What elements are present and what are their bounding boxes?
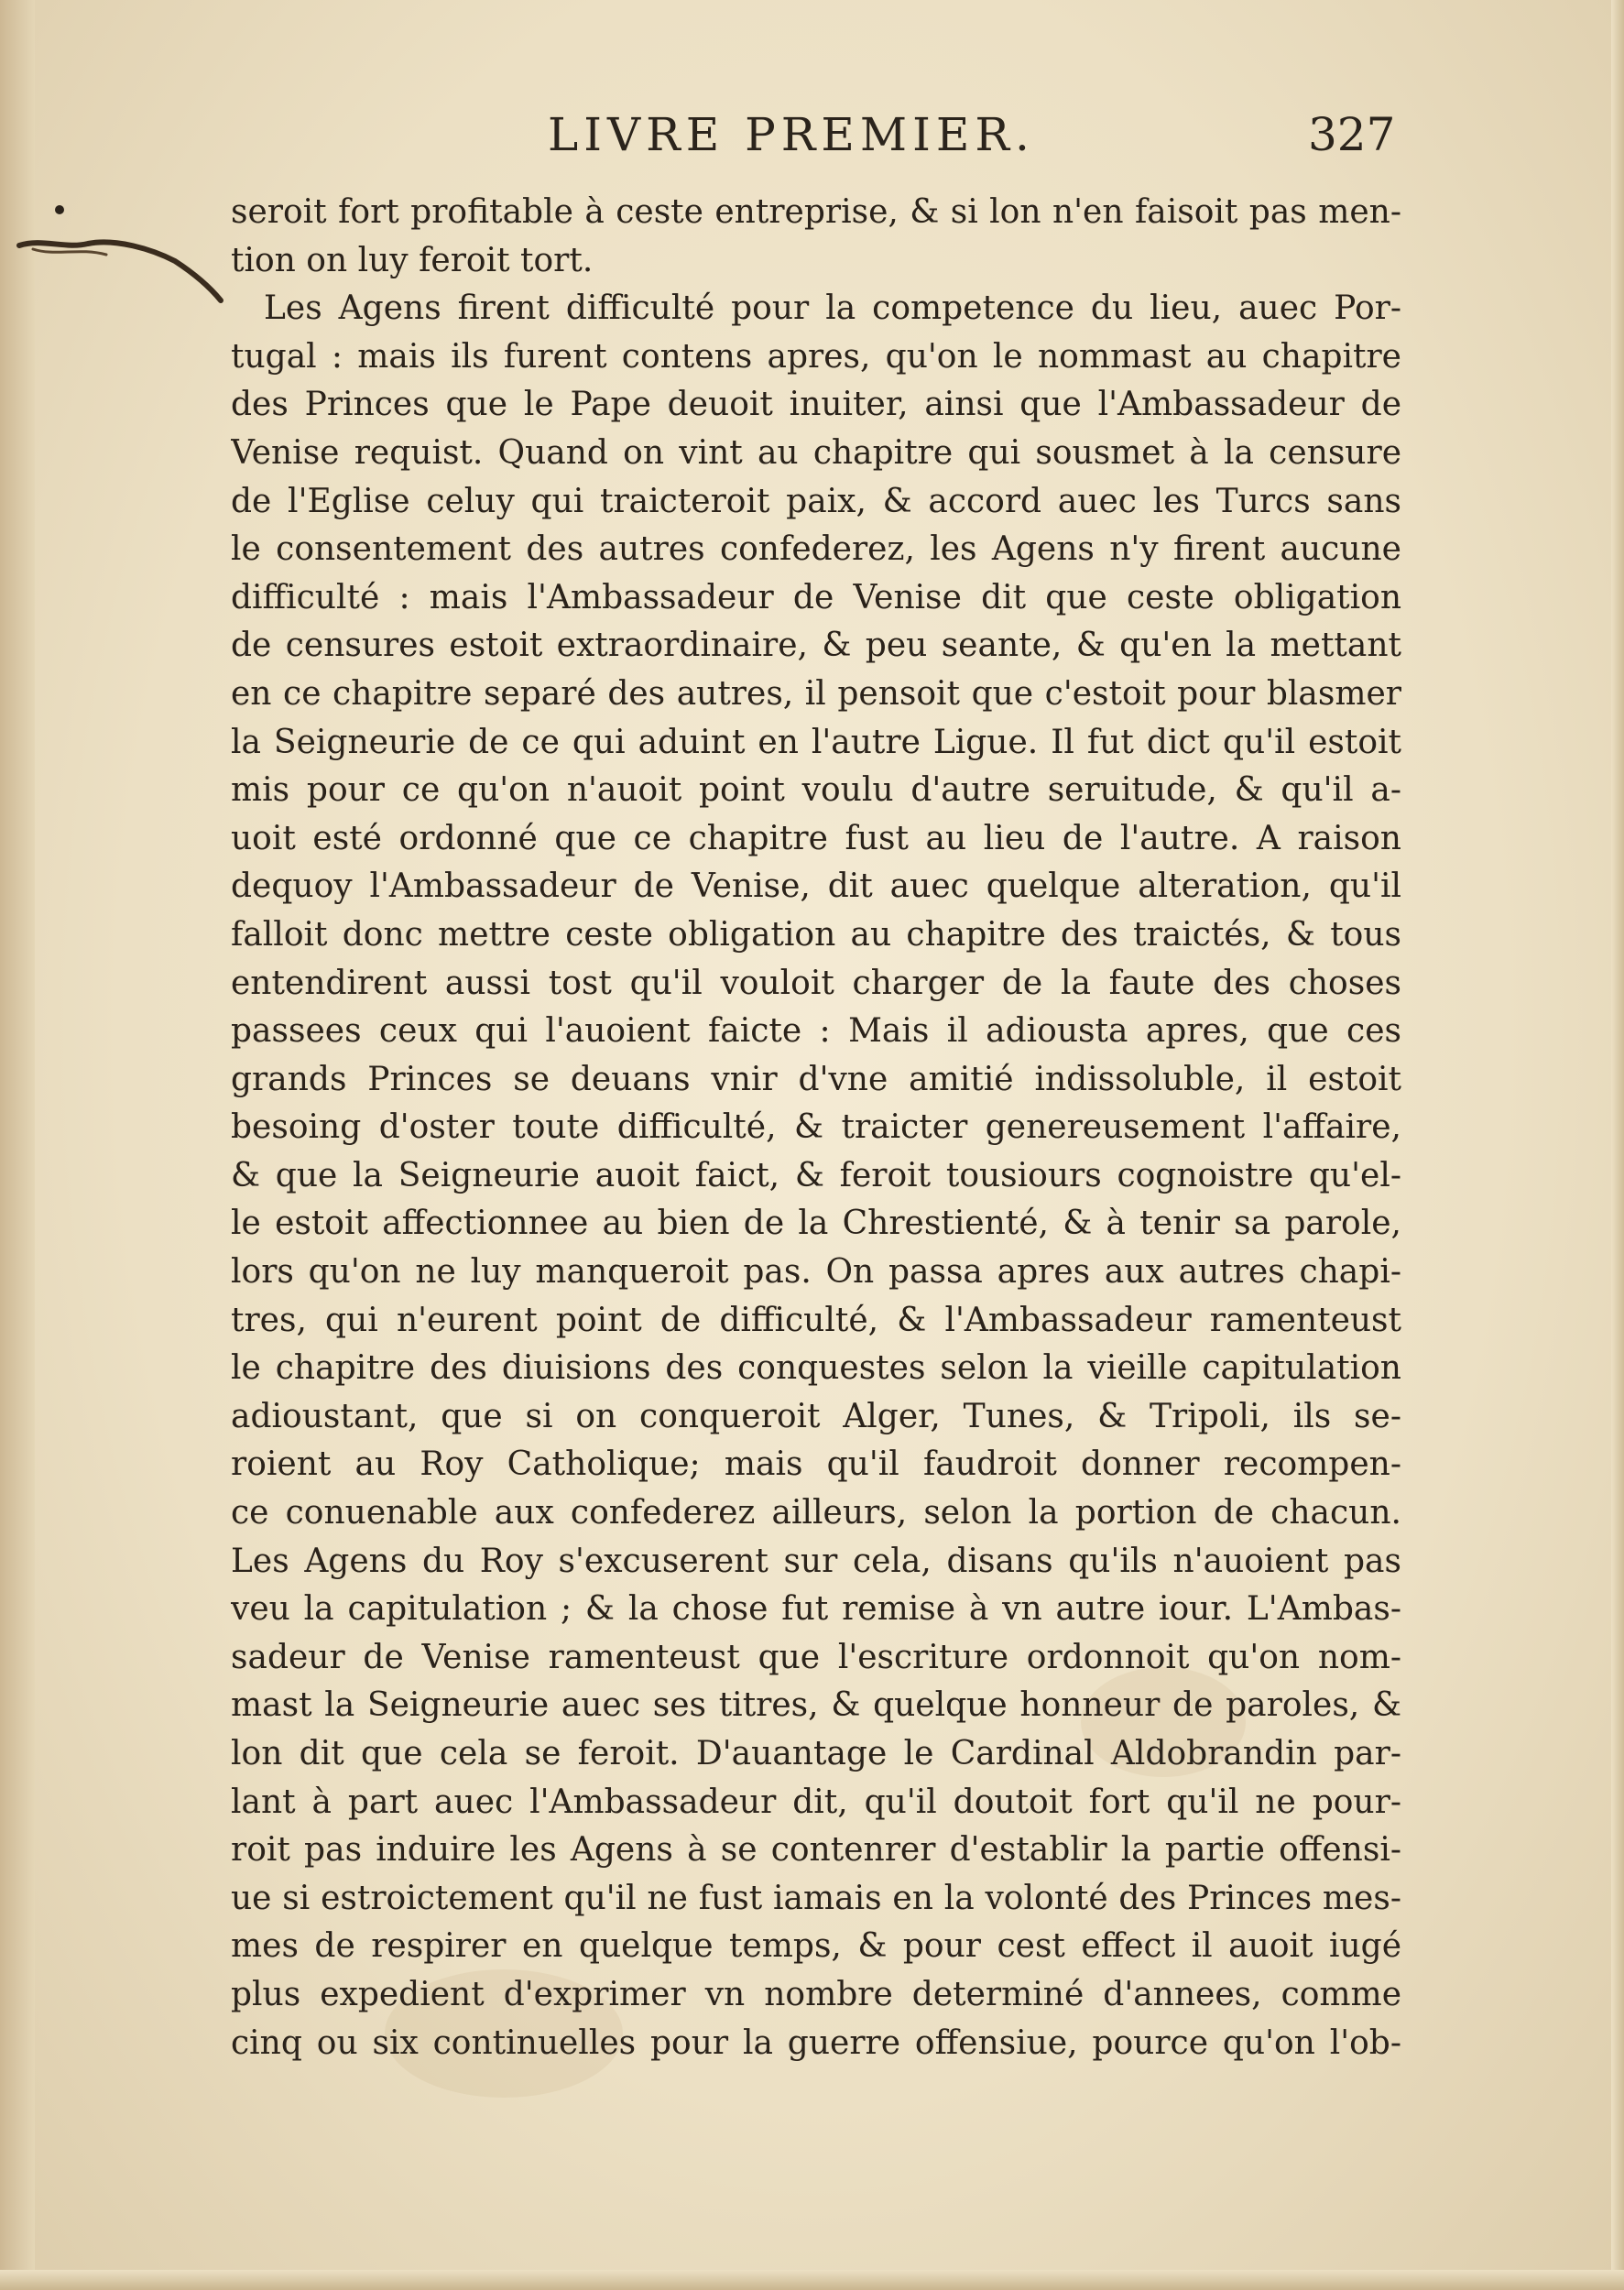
text-line: entendirent aussi tost qu'il vouloit charger de la faute des choses xyxy=(231,964,1401,1002)
text-line: & que la Seigneurie auoit faict, & feroit tousiours cognoistre qu'el- xyxy=(231,1156,1401,1194)
page-right-edge xyxy=(1611,0,1624,2290)
running-title: LIVRE PREMIER. xyxy=(548,108,1035,161)
text-line: le chapitre des diuisions des conquestes selon la vieille capitulation xyxy=(231,1349,1401,1388)
marginal-ink-scribble xyxy=(15,220,225,311)
text-line: besoing d'oster toute difficulté, & traicter genereusement l'affaire, xyxy=(231,1108,1401,1147)
text-line: mast la Seigneurie auec ses titres, & quelque honneur de paroles, & xyxy=(231,1686,1401,1725)
text-line: falloit donc mettre ceste obligation au chapitre des traictés, & tous xyxy=(231,915,1401,954)
text-line: en ce chapitre separé des autres, il pensoit que c'estoit pour blasmer xyxy=(231,674,1401,713)
text-line: ce conuenable aux confederez ailleurs, selon la portion de chacun. xyxy=(231,1494,1401,1532)
text-line: tugal : mais ils furent contens apres, qu'on le nommast au chapitre xyxy=(231,337,1401,376)
text-line: uoit esté ordonné que ce chapitre fust au lieu de l'autre. A raison xyxy=(231,819,1401,857)
text-line: seroit fort profitable à ceste entreprise, & si lon n'en faisoit pas men- xyxy=(231,193,1401,231)
text-line: Venise requist. Quand on vint au chapitre qui sousmet à la censure xyxy=(231,433,1401,472)
text-line: cinq ou six continuelles pour la guerre offensiue, pource qu'on l'ob- xyxy=(231,2023,1401,2062)
text-line: adioustant, que si on conqueroit Alger, Tunes, & Tripoli, ils se- xyxy=(231,1397,1401,1435)
page-number: 327 xyxy=(1308,108,1396,161)
page-left-edge xyxy=(0,0,35,2290)
text-line: passees ceux qui l'auoient faicte : Mais il adiousta apres, que ces xyxy=(231,1012,1401,1051)
text-line: veu la capitulation ; & la chose fut remise à vn autre iour. L'Ambas- xyxy=(231,1590,1401,1629)
text-line: difficulté : mais l'Ambassadeur de Venise dit que ceste obligation xyxy=(231,578,1401,616)
text-line: le consentement des autres confederez, les Agens n'y firent aucune xyxy=(231,530,1401,569)
text-line: plus expedient d'exprimer vn nombre determiné d'annees, comme xyxy=(231,1975,1401,2013)
text-line: dequoy l'Ambassadeur de Venise, dit auec quelque alteration, qu'il xyxy=(231,867,1401,906)
marginal-bullet-mark xyxy=(55,205,64,214)
text-line: grands Princes se deuans vnir d'vne amitié indissoluble, il estoit xyxy=(231,1060,1401,1098)
text-line: mes de respirer en quelque temps, & pour cest effect il auoit iugé xyxy=(231,1927,1401,1966)
text-line: roit pas induire les Agens à se contenrer d'establir la partie offensi- xyxy=(231,1831,1401,1870)
text-line: de censures estoit extraordinaire, & peu seante, & qu'en la mettant xyxy=(231,627,1401,665)
text-line: des Princes que le Pape deuoit inuiter, ainsi que l'Ambassadeur de xyxy=(231,386,1401,424)
text-line: la Seigneurie de ce qui aduint en l'autre Ligue. Il fut dict qu'il estoit xyxy=(231,723,1401,761)
text-line: tres, qui n'eurent point de difficulté, & l'Ambassadeur ramenteust xyxy=(231,1301,1401,1339)
text-line: lors qu'on ne luy manqueroit pas. On passa apres aux autres chapi- xyxy=(231,1253,1401,1292)
body-text xyxy=(231,189,1401,2067)
text-line: lant à part auec l'Ambassadeur dit, qu'il doutoit fort qu'il ne pour- xyxy=(231,1783,1401,1821)
text-line: Les Agens firent difficulté pour la competence du lieu, auec Por- xyxy=(264,289,1401,328)
text-line: Les Agens du Roy s'excuserent sur cela, disans qu'ils n'auoient pas xyxy=(231,1542,1401,1580)
text-line: roient au Roy Catholique; mais qu'il faudroit donner recompen- xyxy=(231,1445,1401,1484)
page-header xyxy=(0,108,1624,172)
text-line: ue si estroictement qu'il ne fust iamais en la volonté des Princes mes- xyxy=(231,1879,1401,1917)
text-line: le estoit affectionnee au bien de la Chrestienté, & à tenir sa parole, xyxy=(231,1205,1401,1243)
text-line: de l'Eglise celuy qui traicteroit paix, & accord auec les Turcs sans xyxy=(231,482,1401,520)
page-bottom-edge xyxy=(0,2270,1624,2290)
text-line: mis pour ce qu'on n'auoit point voulu d'autre seruitude, & qu'il a- xyxy=(231,771,1401,810)
text-line: sadeur de Venise ramenteust que l'escriture ordonnoit qu'on nom- xyxy=(231,1638,1401,1676)
text-line: lon dit que cela se feroit. D'auantage le Cardinal Aldobrandin par- xyxy=(231,1735,1401,1772)
text-line: tion on luy feroit tort. xyxy=(231,241,594,279)
